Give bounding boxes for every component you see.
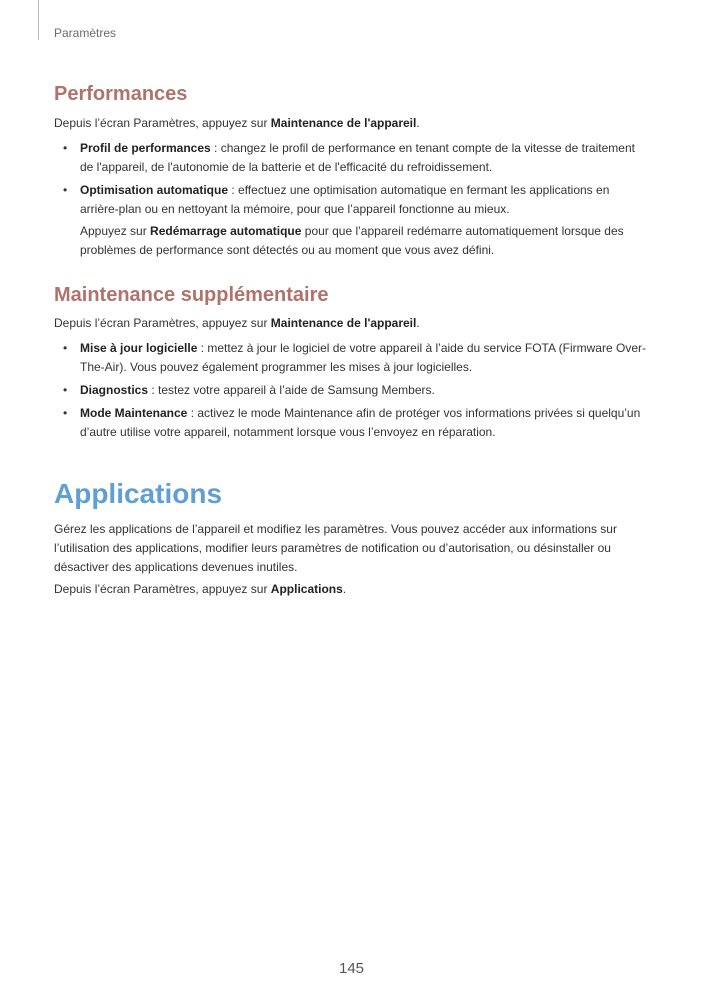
list-item-mise-a-jour — [54, 339, 652, 377]
maintenance-intro — [54, 314, 652, 333]
list-item-mode-maintenance — [54, 404, 652, 442]
running-header: Paramètres — [54, 26, 117, 40]
note-bold: Redémarrage automatique — [150, 224, 302, 238]
list-item-desc: : testez votre appareil à l’aide de Samsung Members. — [148, 383, 435, 397]
intro-suffix: . — [416, 316, 420, 330]
applications-intro — [54, 580, 652, 599]
chapter-title-applications: Applications — [54, 478, 223, 509]
intro-suffix: . — [416, 116, 420, 130]
redemarrage-note — [80, 222, 652, 260]
note-suffix: pour que l’appareil redémarre automatiquement lorsque des problèmes de performance sont détectés ou au moment que vous avez défini. — [80, 224, 624, 257]
list-item-text — [80, 404, 650, 442]
list-item-desc: : changez le profil de performance en tenant compte de la vitesse de traitement de l'appareil, de l'autonomie de la batterie et de l'efficacité du refroidissement. — [80, 141, 635, 174]
list-item-term: Mise à jour logicielle — [80, 341, 198, 355]
list-item-text — [80, 139, 650, 177]
list-item-term: Optimisation automatique — [80, 183, 229, 197]
list-item-desc: : mettez à jour le logiciel de votre appareil à l’aide du service FOTA (Firmware Over-The-Air). Vous pouvez également programmer les mises à jour logicielles. — [80, 341, 646, 374]
intro-bold: Maintenance de l'appareil — [270, 116, 417, 130]
intro-text: Depuis l’écran Paramètres, appuyez sur — [54, 116, 271, 130]
intro-text: Depuis l’écran Paramètres, appuyez sur — [54, 582, 271, 596]
applications-description: Gérez les applications de l’appareil et modifiez les paramètres. Vous pouvez accéder aux informations sur l’utilisation des applications, modifier leurs paramètres de notification ou d’autorisation, ou désinstaller ou désactiver des applications devenues inutiles. — [54, 522, 617, 574]
intro-bold: Applications — [270, 582, 343, 596]
intro-text: Depuis l’écran Paramètres, appuyez sur — [54, 316, 271, 330]
list-item-diagnostics — [54, 381, 652, 400]
list-item-term: Diagnostics — [80, 383, 149, 397]
list-item-desc: : activez le mode Maintenance afin de protéger vos informations privées si quelqu’un d’autre utilise votre appareil, notamment lorsque vous l’envoyez en réparation. — [80, 406, 641, 439]
performances-intro — [54, 114, 652, 133]
list-item-text — [80, 381, 650, 400]
intro-suffix: . — [342, 582, 347, 596]
note-text: Appuyez sur — [80, 224, 151, 238]
bullet: • — [63, 141, 68, 155]
intro-bold: Maintenance de l'appareil — [270, 316, 417, 330]
list-item-profil-performances — [54, 139, 652, 177]
list-item-term: Profil de performances — [80, 141, 211, 155]
list-item-text — [80, 181, 650, 219]
bullet: • — [63, 383, 68, 397]
bullet: • — [63, 406, 68, 420]
bullet: • — [63, 341, 68, 355]
section-title-maintenance: Maintenance supplémentaire — [54, 284, 329, 306]
margin-rule — [38, 0, 39, 40]
list-item-desc: : effectuez une optimisation automatique en fermant les applications en arrière-plan ou en nettoyant la mémoire, pour que l’appareil fonctionne au mieux. — [80, 183, 610, 216]
page-number: 145 — [338, 960, 365, 977]
list-item-optimisation-automatique — [54, 181, 652, 219]
section-title-performances: Performances — [54, 83, 188, 105]
bullet: • — [63, 183, 68, 197]
list-item-term: Mode Maintenance — [80, 406, 188, 420]
list-item-text — [80, 339, 650, 377]
